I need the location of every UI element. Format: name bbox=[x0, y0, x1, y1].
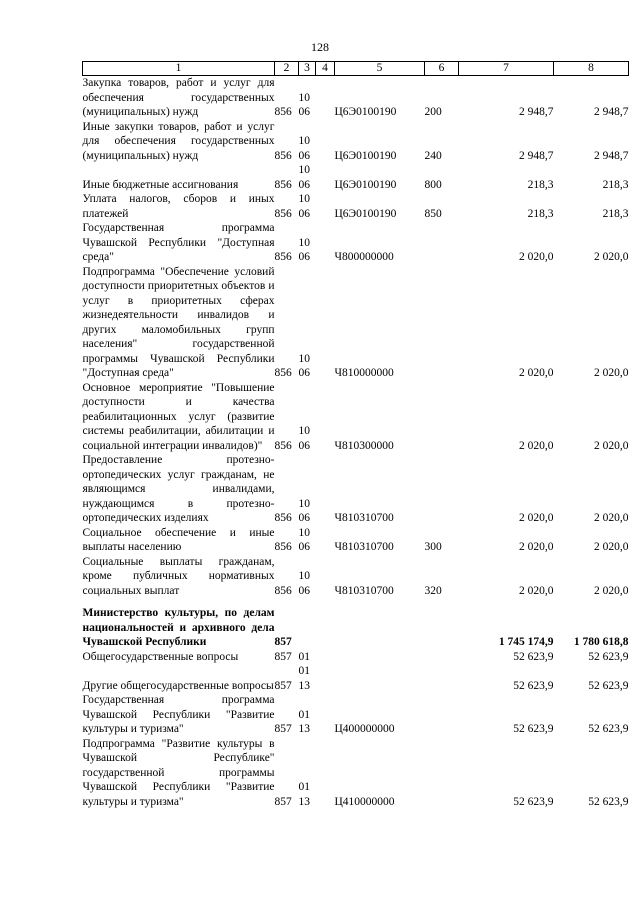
row-amount-year-1: 2 020,0 bbox=[519, 512, 554, 524]
column-header: 2 bbox=[275, 62, 299, 76]
row-admin-code: 857 bbox=[274, 679, 292, 692]
row-amount-year-2: 52 623,9 bbox=[588, 679, 629, 692]
row-amount-year-1: 52 623,9 bbox=[513, 723, 554, 735]
table-row bbox=[83, 693, 629, 737]
table-body bbox=[83, 76, 629, 810]
row-section-code: 10 06 bbox=[298, 135, 310, 162]
row-admin-code: 856 bbox=[274, 178, 292, 191]
row-amount-year-2: 52 623,9 bbox=[588, 650, 629, 663]
column-header: 6 bbox=[425, 62, 459, 76]
row-expense-type: 240 bbox=[424, 149, 442, 162]
row-subsection-code bbox=[316, 526, 335, 555]
table-row bbox=[83, 606, 629, 650]
column-header: 5 bbox=[335, 62, 425, 76]
row-name: Общегосударственные вопросы bbox=[82, 650, 239, 663]
row-target-article: Ч810310700 bbox=[334, 512, 394, 524]
row-expense-type bbox=[425, 693, 459, 737]
row-subsection-code bbox=[316, 120, 335, 164]
row-subsection-code bbox=[316, 737, 335, 810]
row-admin-code: 856 bbox=[274, 439, 292, 452]
row-amount-year-2: 2 948,7 bbox=[594, 149, 629, 162]
row-subsection-code bbox=[316, 606, 335, 650]
table-row bbox=[83, 737, 629, 810]
row-name: Социальное обеспечение и иные выплаты населению bbox=[82, 526, 275, 553]
row-section-code: 10 06 bbox=[298, 497, 310, 524]
row-admin-code: 856 bbox=[274, 251, 292, 263]
row-admin-code: 856 bbox=[274, 541, 292, 553]
column-header: 1 bbox=[83, 62, 275, 76]
row-subsection-code bbox=[316, 381, 335, 454]
row-amount-year-2: 52 623,9 bbox=[588, 723, 629, 735]
row-section-code: 10 06 bbox=[298, 236, 310, 263]
row-target-article bbox=[335, 664, 425, 693]
column-header: 8 bbox=[554, 62, 629, 76]
row-amount-year-2: 2 020,0 bbox=[594, 439, 629, 452]
row-amount-year-2: 218,3 bbox=[602, 207, 629, 220]
row-section-code bbox=[299, 606, 316, 650]
row-expense-type bbox=[425, 265, 459, 381]
row-amount-year-2: 218,3 bbox=[602, 178, 629, 191]
row-target-article: Ц410000000 bbox=[334, 795, 395, 808]
row-amount-year-1: 52 623,9 bbox=[513, 679, 554, 692]
row-amount-year-2: 2 020,0 bbox=[594, 367, 629, 379]
row-target-article: Ц6Э0100190 bbox=[334, 149, 397, 162]
row-amount-year-2: 2 948,7 bbox=[594, 106, 629, 118]
row-expense-type: 200 bbox=[424, 106, 442, 118]
table-row bbox=[83, 453, 629, 526]
row-expense-type bbox=[425, 381, 459, 454]
row-admin-code: 856 bbox=[274, 207, 292, 220]
row-section-code: 01 13 bbox=[298, 708, 310, 735]
row-target-article: Ч810300000 bbox=[334, 439, 394, 452]
table-row bbox=[83, 221, 629, 265]
row-amount-year-1: 2 948,7 bbox=[519, 149, 554, 162]
row-section-code: 10 06 bbox=[298, 193, 310, 220]
row-subsection-code bbox=[316, 192, 335, 221]
row-admin-code: 856 bbox=[274, 149, 292, 162]
row-amount-year-1: 2 020,0 bbox=[519, 439, 554, 452]
row-name: Подпрограмма "Обеспечение условий доступности приоритетных объектов и услуг в приоритетных сферах жизнедеятельности инвалидов и других маломобильных групп населения" государственной программы Чувашской Республики "Доступная среда" bbox=[82, 265, 275, 379]
row-expense-type: 300 bbox=[424, 541, 442, 553]
row-subsection-code bbox=[316, 693, 335, 737]
row-amount-year-1: 2 020,0 bbox=[519, 584, 554, 597]
row-subsection-code bbox=[316, 664, 335, 693]
row-section-code: 10 06 bbox=[298, 570, 310, 597]
row-name: Социальные выплаты гражданам, кроме публичных нормативных социальных выплат bbox=[82, 555, 275, 597]
column-header: 7 bbox=[459, 62, 554, 76]
row-amount-year-2: 1 780 618,8 bbox=[573, 636, 629, 648]
row-section-code: 01 13 bbox=[298, 665, 310, 692]
table-row bbox=[83, 650, 629, 665]
row-target-article: Ч810000000 bbox=[334, 367, 394, 379]
row-amount-year-1: 218,3 bbox=[527, 178, 554, 191]
header-row bbox=[83, 62, 629, 76]
row-admin-code: 856 bbox=[274, 512, 292, 524]
row-admin-code: 856 bbox=[274, 106, 292, 118]
row-amount-year-1: 1 745 174,9 bbox=[498, 636, 554, 648]
table-row bbox=[83, 163, 629, 192]
row-target-article: Ч800000000 bbox=[334, 251, 394, 263]
row-target-article bbox=[335, 606, 425, 650]
row-subsection-code bbox=[316, 221, 335, 265]
row-section-code: 01 bbox=[298, 650, 310, 663]
row-name: Министерство культуры, по делам национальностей и архивного дела Чувашской Республики bbox=[82, 607, 275, 648]
row-amount-year-1: 2 020,0 bbox=[519, 367, 554, 379]
row-name: Государственная программа Чувашской Республики "Развитие культуры и туризма" bbox=[82, 694, 275, 735]
table-row bbox=[83, 555, 629, 599]
row-expense-type bbox=[425, 453, 459, 526]
row-name: Закупка товаров, работ и услуг для обеспечения государственных (муниципальных) нужд bbox=[82, 77, 275, 118]
row-expense-type bbox=[425, 737, 459, 810]
row-amount-year-2: 2 020,0 bbox=[594, 512, 629, 524]
table-row bbox=[83, 120, 629, 164]
table-row bbox=[83, 76, 629, 120]
page-number: 128 bbox=[311, 40, 329, 54]
row-section-code: 10 06 bbox=[298, 425, 310, 452]
row-amount-year-2: 2 020,0 bbox=[594, 541, 629, 553]
row-amount-year-1: 52 623,9 bbox=[513, 650, 554, 663]
row-subsection-code bbox=[316, 163, 335, 192]
row-amount-year-1: 2 948,7 bbox=[519, 106, 554, 118]
row-target-article: Ц6Э0100190 bbox=[334, 106, 397, 118]
row-expense-type: 320 bbox=[424, 584, 442, 597]
row-subsection-code bbox=[316, 650, 335, 665]
table-row bbox=[83, 664, 629, 693]
column-header: 4 bbox=[316, 62, 335, 76]
row-amount-year-2: 52 623,9 bbox=[588, 795, 629, 808]
spacer-row bbox=[83, 598, 629, 606]
row-subsection-code bbox=[316, 453, 335, 526]
row-subsection-code bbox=[316, 555, 335, 599]
column-header: 3 bbox=[299, 62, 316, 76]
row-name: Государственная программа Чувашской Республики "Доступная среда" bbox=[82, 222, 275, 263]
row-name: Иные закупки товаров, работ и услуг для обеспечения государственных (муниципальных) нужд bbox=[82, 120, 275, 162]
row-name: Другие общегосударственные вопросы bbox=[82, 679, 274, 692]
row-amount-year-2: 2 020,0 bbox=[594, 584, 629, 597]
row-expense-type bbox=[425, 650, 459, 665]
row-admin-code: 857 bbox=[274, 636, 292, 648]
row-section-code: 01 13 bbox=[298, 781, 310, 808]
row-amount-year-1: 52 623,9 bbox=[513, 795, 554, 808]
row-amount-year-1: 2 020,0 bbox=[519, 251, 554, 263]
row-expense-type bbox=[425, 606, 459, 650]
row-admin-code: 857 bbox=[274, 723, 292, 735]
table-row bbox=[83, 381, 629, 454]
row-section-code: 10 06 bbox=[298, 164, 310, 191]
row-target-article: Ч810310700 bbox=[334, 541, 394, 553]
row-expense-type: 850 bbox=[424, 207, 442, 220]
row-name: Иные бюджетные ассигнования bbox=[82, 178, 239, 191]
row-expense-type: 800 bbox=[424, 178, 442, 191]
row-target-article: Ц6Э0100190 bbox=[334, 207, 397, 220]
row-expense-type bbox=[425, 221, 459, 265]
table-row bbox=[83, 192, 629, 221]
row-name: Предоставление протезно-ортопедических услуг гражданам, не являющимся инвалидами, нуждающимся в протезно-ортопедических изделиях bbox=[82, 454, 275, 524]
row-section-code: 10 06 bbox=[298, 91, 310, 118]
row-subsection-code bbox=[316, 265, 335, 381]
row-name: Подпрограмма "Развитие культуры в Чувашской Республике" государственной программы Чувашской Республики "Развитие культуры и туризма" bbox=[82, 737, 275, 808]
row-admin-code: 856 bbox=[274, 584, 292, 597]
budget-table bbox=[82, 61, 629, 809]
row-amount-year-1: 218,3 bbox=[527, 207, 554, 220]
row-target-article: Ч810310700 bbox=[334, 584, 394, 597]
row-expense-type bbox=[425, 664, 459, 693]
row-name: Уплата налогов, сборов и иных платежей bbox=[82, 193, 275, 220]
row-target-article: Ц6Э0100190 bbox=[334, 178, 397, 191]
row-admin-code: 856 bbox=[274, 367, 292, 379]
table-row bbox=[83, 265, 629, 381]
row-admin-code: 857 bbox=[274, 795, 292, 808]
row-amount-year-2: 2 020,0 bbox=[594, 251, 629, 263]
row-section-code: 10 06 bbox=[298, 526, 310, 553]
row-admin-code: 857 bbox=[274, 650, 292, 663]
row-name: Основное мероприятие "Повышение доступности и качества реабилитационных услуг (развитие системы реабилитации, абилитации и социальной интеграции инвалидов)" bbox=[82, 381, 275, 452]
row-target-article: Ц400000000 bbox=[334, 723, 395, 735]
row-section-code: 10 06 bbox=[298, 352, 310, 379]
table-row bbox=[83, 526, 629, 555]
row-subsection-code bbox=[316, 76, 335, 120]
row-target-article bbox=[335, 650, 425, 665]
row-amount-year-1: 2 020,0 bbox=[519, 541, 554, 553]
